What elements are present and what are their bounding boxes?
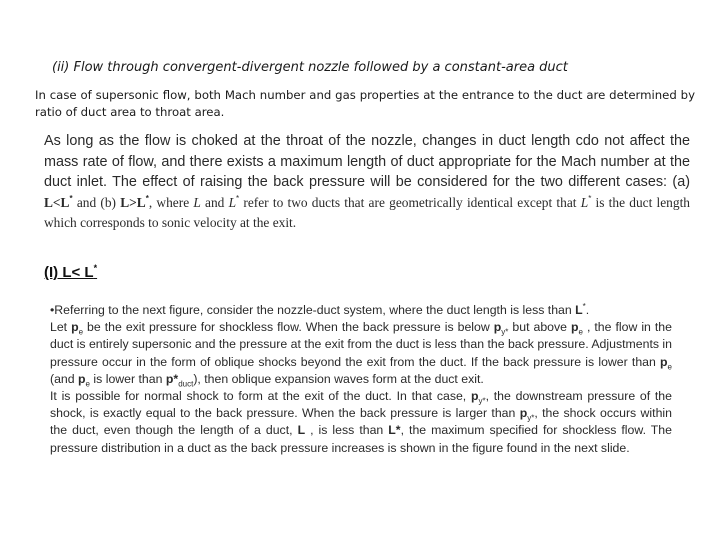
case-a-star: *: [69, 193, 73, 203]
symbol-p: p: [78, 371, 86, 386]
subscript: e: [578, 327, 583, 337]
body-text: ), then oblique expansion waves form at the duct exit.: [193, 371, 484, 386]
body-text: It is possible for normal shock to form at the exit of the duct. In that case,: [50, 389, 471, 404]
body-text: , the flow in the duct is entirely supersonic and the pressure at the exit from the duct is less than the back pressure. Adjustments in pressure occur in the form of oblique shocks beyond the exit from the duct. If the back pressure is lower than: [50, 320, 672, 369]
body-text: be the exit pressure for shockless flow. When the back pressure is below: [83, 320, 494, 335]
body-text: , the downstream pressure of the shock, is exactly equal to the back pressure. When the back pressure is larger than: [50, 389, 672, 421]
symbol-p: p: [71, 320, 79, 335]
para-text: , where: [148, 194, 194, 210]
nozzle-duct-explanation: [50, 302, 672, 457]
body-text: •Referring to the next figure, consider the nozzle-duct system, where the duct length is less than: [50, 303, 576, 317]
choked-flow-paragraph: [44, 131, 690, 234]
para-text: As long as the flow is choked at the throat of the nozzle, changes in duct length cdo not affect the mass rate of flow, and there exists a maximum length of duct appropriate for the Mach number at the duct inlet. The effect of raising the back pressure will be considered for the two different cases: (a): [44, 133, 690, 190]
subscript: y*: [501, 327, 509, 337]
subscript: duct: [178, 379, 194, 389]
symbol-l: L: [297, 423, 306, 438]
case-b-label: L>L: [120, 194, 146, 210]
star: *: [588, 193, 592, 203]
para-text: is the duct length which corresponds to sonic velocity at the exit.: [44, 194, 690, 230]
body-text: , the shock occurs within the duct, even though the length of a duct,: [50, 406, 672, 438]
symbol-p: p: [570, 320, 579, 335]
star: *: [236, 193, 240, 203]
body-text: but above: [508, 320, 571, 335]
body-text: , is less than: [305, 423, 389, 438]
symbol-l: L: [575, 303, 583, 317]
body-text: is lower than: [90, 371, 166, 386]
section-heading: (ii) Flow through convergent-divergent nozzle followed by a constant-area duct: [52, 60, 568, 75]
subscript: e: [78, 327, 84, 337]
case-b-star: *: [145, 193, 149, 203]
subscript: e: [667, 362, 672, 372]
case-title-label: (I) L< L: [44, 264, 94, 281]
case-a-label: L<L: [44, 194, 70, 210]
subscript: e: [85, 379, 90, 389]
case-title: [44, 264, 97, 281]
symbol-p: p: [493, 320, 502, 335]
symbol-p: p: [519, 406, 528, 421]
body-text: , the maximum specified for shockless flow. The pressure distribution in a duct as the back pressure increases is shown in the figure found in the next slide.: [50, 423, 672, 455]
symbol-l-star: L*: [388, 423, 401, 438]
body-text: Let: [50, 320, 72, 335]
body-text: (and: [50, 371, 79, 386]
para-text: and: [200, 194, 229, 210]
symbol-l-star: L: [580, 194, 589, 210]
para-text: and (b): [72, 194, 121, 210]
symbol-l: L: [193, 194, 201, 210]
symbol-l-star: L: [228, 194, 237, 210]
symbol-p-star: p*: [165, 371, 179, 386]
star: *: [582, 301, 586, 311]
symbol-p: p: [660, 354, 668, 369]
subscript: y*: [478, 396, 486, 406]
intro-paragraph: In case of supersonic flow, both Mach number and gas properties at the entrance to the duct are determined by ratio of duct area to throat area.: [35, 88, 695, 119]
body-text: .: [585, 303, 590, 317]
para-text: refer to two ducts that are geometrically identical except that: [239, 194, 581, 210]
subscript: y*: [527, 413, 535, 423]
symbol-p: p: [470, 389, 479, 404]
case-title-star: *: [93, 263, 98, 273]
